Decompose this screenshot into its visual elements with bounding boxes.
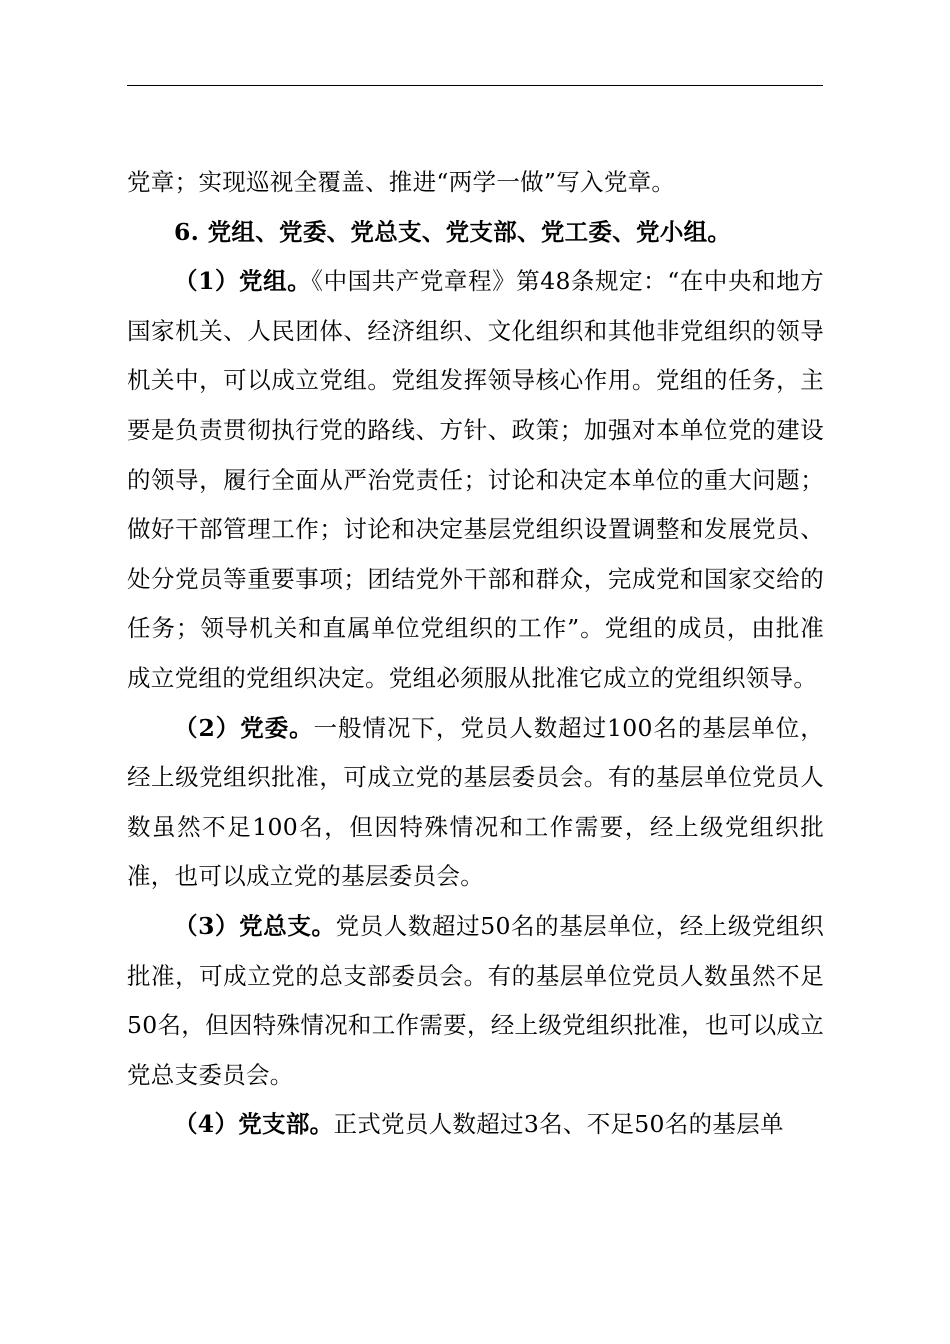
paragraph-text: 正式党员人数超过3名、不足50名的基层单 (333, 1110, 784, 1139)
paragraph-lead: （2）党委。 (174, 713, 314, 742)
document-body (127, 158, 824, 1150)
paragraph-lead: （4）党支部。 (174, 1110, 334, 1139)
paragraph-party-group (127, 257, 824, 703)
section-heading: 6. 党组、党委、党总支、党支部、党工委、党小组。 (174, 217, 732, 246)
paragraph-party-branch (127, 1100, 824, 1150)
paragraph-text: 一般情况下，党员人数超过100名的基层单位，经上级党组织批准，可成立党的基层委员会。有的基层单位党员人数虽然不足100名，但因特殊情况和工作需要，经上级党组织批准，也可以成立党的基层委员会。 (127, 713, 824, 891)
paragraph-text: 《中国共产党章程》第48条规定：“在中央和地方国家机关、人民团体、经济组织、文化组织和其他非党组织的领导机关中，可以成立党组。党组发挥领导核心作用。党组的任务，主要是负责贯彻执行党的路线、方针、政策；加强对本单位党的建设的领导，履行全面从严治党责任；讨论和决定本单位的重大问题；做好干部管理工作；讨论和决定基层党组织设置调整和发展党员、处分党员等重要事项；团结党外干部和群众，完成党和国家交给的任务；领导机关和直属单位党组织的工作”。党组的成员，由批准成立党组的党组织决定。党组必须服从批准它成立的党组织领导。 (127, 267, 824, 692)
paragraph-continuation: 党章；实现巡视全覆盖、推进“两学一做”写入党章。 (127, 168, 676, 196)
paragraph-lead: （1）党组。 (174, 267, 312, 296)
paragraph-text: 党员人数超过50名的基层单位，经上级党组织批准，可成立党的总支部委员会。有的基层单位党员人数虽然不足50名，但因特殊情况和工作需要，经上级党组织批准，也可以成立党总支委员会。 (127, 911, 825, 1089)
header-rule (127, 85, 823, 86)
paragraph-lead: （3）党总支。 (174, 911, 336, 940)
paragraph-general-branch (127, 902, 824, 1100)
paragraph-party-committee (127, 704, 824, 902)
